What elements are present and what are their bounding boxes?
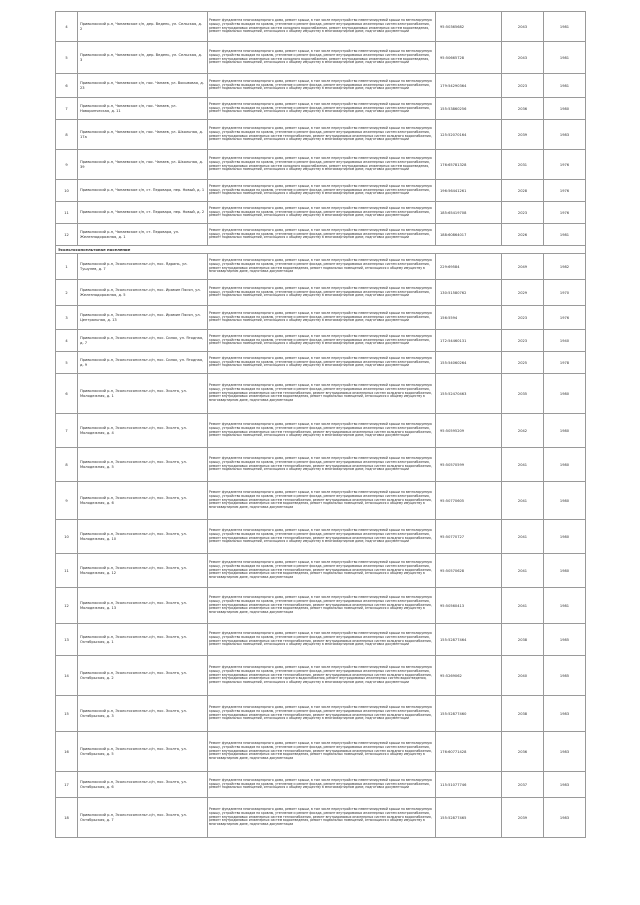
repair-year: 2041: [502, 554, 544, 588]
cadastral-number: 155:52877465: [436, 798, 502, 838]
repair-works: Ремонт фундамента многоквартирного дома, ремонт крыши, в том числе переустройство невентилируемой крыши на вентилируемую крышу, устройство выходов на кровлю, утепление и ремонт фасада, ремонт внутридомовых инженерных систем электроснабжения, ремонт внутридомовых инженерных систем холодного водоснабжения, ремонт внутридомовых инженерных систем водоотведения, ремонт подвальных помещений, относящихся к общему имуществу в многоквартирном доме, подготовка документации: [208, 42, 436, 74]
table-row: [56, 772, 586, 798]
repair-year: 2040: [502, 656, 544, 696]
table-row: [56, 414, 586, 448]
build-year: 1976: [544, 202, 586, 224]
cadastral-number: 95:50570628: [436, 554, 502, 588]
repair-works: Ремонт фундамента многоквартирного дома, ремонт крыши, в том числе переустройство невентилируемой крыши на вентилируемую крышу, устройство выходов на кровлю, утепление и ремонт фасада, ремонт внутридомовых инженерных систем электроснабжения, ремонт подвальных помещений, относящихся к общему имуществу в многоквартирном доме, подготовка документации: [208, 330, 436, 352]
repair-year: 2039: [502, 798, 544, 838]
repair-works: Ремонт фундамента многоквартирного дома, ремонт крыши, в том числе переустройство невентилируемой крыши на вентилируемую крышу, устройство выходов на кровлю, утепление и ремонт фасада, ремонт внутридомовых инженерных систем электроснабжения, ремонт подвальных помещений, относящихся к общему имуществу в многоквартирном доме, подготовка документации: [208, 280, 436, 306]
repair-year: 2041: [502, 520, 544, 554]
build-year: 1980: [544, 520, 586, 554]
house-address: Приволжский р-н, Эсольтосонсельт.с/п, пос. Эсолта, ул. Молодежная, д. 1: [78, 374, 208, 414]
repair-works: Ремонт фундамента многоквартирного дома, ремонт крыши, в том числе переустройство невентилируемой крыши на вентилируемую крышу, устройство выходов на кровлю, утепление и ремонт фасада, ремонт внутридомовых инженерных систем электроснабжения, ремонт подвальных помещений, относящихся к общему имуществу в многоквартирном доме, подготовка документации: [208, 224, 436, 246]
cadastral-number: 185:65419708: [436, 202, 502, 224]
table-row: [56, 74, 586, 98]
row-number: 5: [56, 352, 78, 374]
repair-works: Ремонт фундамента многоквартирного дома, ремонт крыши, в том числе переустройство невентилируемой крыши на вентилируемую крышу, устройство выходов на кровлю, утепление и ремонт фасада, ремонт внутридомовых инженерных систем электроснабжения, ремонт подвальных помещений, относящихся к общему имуществу в многоквартирном доме, подготовка документации: [208, 180, 436, 202]
repair-works: Ремонт фундамента многоквартирного дома, ремонт крыши, в том числе переустройство невентилируемой крыши на вентилируемую крышу, устройство выходов на кровлю, утепление и ремонт фасада, ремонт внутридомовых инженерных систем электроснабжения, ремонт внутридомовых инженерных систем теплоснабжения, ремонт внутридомовых инженерных систем холодного водоснабжения, ремонт внутридомовых инженерных систем водоотведения, ремонт подвальных помещений, относящихся к общему имуществу в многоквартирном доме, подготовка документации: [208, 374, 436, 414]
row-number: 9: [56, 482, 78, 520]
build-year: 1985: [544, 656, 586, 696]
build-year: 1976: [544, 150, 586, 180]
build-year: 1981: [544, 74, 586, 98]
table-row: [56, 352, 586, 374]
build-year: 1981: [544, 12, 586, 42]
table-row: [56, 280, 586, 306]
row-number: 7: [56, 414, 78, 448]
table-row: [56, 180, 586, 202]
repair-works: Ремонт фундамента многоквартирного дома, ремонт крыши, в том числе переустройство невентилируемой крыши на вентилируемую крышу, устройство выходов на кровлю, утепление и ремонт фасада, ремонт внутридомовых инженерных систем электроснабжения, ремонт внутридомовых инженерных систем холодного водоснабжения, ремонт внутридомовых инженерных систем водоотведения, ремонт подвальных помещений, относящихся к общему имуществу в многоквартирном доме, подготовка документации: [208, 150, 436, 180]
build-year: 1983: [544, 732, 586, 772]
house-address: Приволжский р-н, Эсольтосонсельт.с/п, пос. Эсолта, ул. Молодежная, д. 12: [78, 554, 208, 588]
house-address: Приволжский р-н, Эсольтосонсельт.с/п, пос. Ядрань, ул. Тушулев, д. 7: [78, 254, 208, 280]
table-row: [56, 588, 586, 624]
repair-works: Ремонт фундамента многоквартирного дома, ремонт крыши, в том числе переустройство невентилируемой крыши на вентилируемую крышу, устройство выходов на кровлю, утепление и ремонт фасада, ремонт внутридомовых инженерных систем электроснабжения, ремонт подвальных помещений, относящихся к общему имуществу в многоквартирном доме, подготовка документации: [208, 98, 436, 120]
row-number: 12: [56, 224, 78, 246]
table-row: [56, 150, 586, 180]
house-address: Приволжский р-н, Эсольтосонсельт.с/п, пос. Эсолта, ул. Молодежная, д. 4: [78, 414, 208, 448]
build-year: 1980: [544, 554, 586, 588]
repair-works: Ремонт фундамента многоквартирного дома, ремонт крыши, в том числе переустройство невентилируемой крыши на вентилируемую крышу, устройство выходов на кровлю, утепление и ремонт фасада, ремонт внутридомовых инженерных систем электроснабжения, ремонт подвальных помещений, относящихся к общему имуществу в многоквартирном доме, подготовка документации: [208, 352, 436, 374]
table-row: [56, 120, 586, 150]
cadastral-number: 125:52070164: [436, 120, 502, 150]
repair-works: Ремонт фундамента многоквартирного дома, ремонт крыши, в том числе переустройство невентилируемой крыши на вентилируемую крышу, устройство выходов на кровлю, утепление и ремонт фасада, ремонт внутридомовых инженерных систем электроснабжения, ремонт внутридомовых инженерных систем теплоснабжения, ремонт внутридомовых инженерных систем холодного водоснабжения, ремонт внутридомовых инженерных систем горячего водоснабжения, ремонт внутридомовых инженерных систем водоотведения, ремонт подвальных помещений, относящихся к общему имуществу в многоквартирном доме, подготовка документации: [208, 656, 436, 696]
repair-year: 2036: [502, 732, 544, 772]
table-row: [56, 482, 586, 520]
cadastral-number: 115:51077746: [436, 772, 502, 798]
table-row: [56, 12, 586, 42]
table-row: [56, 798, 586, 838]
table-row: [56, 42, 586, 74]
repair-year: 2041: [502, 482, 544, 520]
house-address: Приволжский р-н, Чапаевское с/п, дер. Ведень, ул. Сельская, д. 2: [78, 12, 208, 42]
row-number: 17: [56, 772, 78, 798]
repair-year: 2041: [502, 588, 544, 624]
house-address: Приволжский р-н, Чапаевское с/п, ст. Педовара, пер. Новый, д. 1: [78, 180, 208, 202]
house-address: Приволжский р-н, Эсольтосонсельт.с/п, пос. Эсолта, ул. Молодежная, д. 13: [78, 588, 208, 624]
cadastral-number: 95:5269062: [436, 656, 502, 696]
house-address: Приволжский р-н, Чапаевское с/п, пос. Чапаев, ул. Восьмовая, д. 23: [78, 74, 208, 98]
table-row: [56, 448, 586, 482]
house-address: Приволжский р-н, Чапаевское с/п, пос. Чапаев, ул. Школьная, д. 17а: [78, 120, 208, 150]
cadastral-number: 95:50665728: [436, 42, 502, 74]
table-row: [56, 330, 586, 352]
repair-works: Ремонт фундамента многоквартирного дома, ремонт крыши, в том числе переустройство невентилируемой крыши на вентилируемую крышу, устройство выходов на кровлю, утепление и ремонт фасада, ремонт внутридомовых инженерных систем электроснабжения, ремонт внутридомовых инженерных систем теплоснабжения, ремонт внутридомовых инженерных систем холодного водоснабжения, ремонт внутридомовых инженерных систем водоотведения, ремонт подвальных помещений, относящихся к общему имуществу в многоквартирном доме, подготовка документации: [208, 798, 436, 838]
house-address: Приволжский р-н, Чапаевское с/п, ст. Педовара, пер. Новый, д. 2: [78, 202, 208, 224]
table-row: [56, 306, 586, 330]
build-year: 1980: [544, 482, 586, 520]
section-title: Эсольтосонсельтонае поселение: [56, 246, 586, 254]
table-row: [56, 732, 586, 772]
repair-year: 2035: [502, 374, 544, 414]
repair-works: Ремонт фундамента многоквартирного дома, ремонт крыши, в том числе переустройство невентилируемой крыши на вентилируемую крышу, устройство выходов на кровлю, утепление и ремонт фасада, ремонт внутридомовых инженерных систем электроснабжения, ремонт внутридомовых инженерных систем теплоснабжения, ремонт внутридомовых инженерных систем холодного водоснабжения, ремонт внутридомовых инженерных систем водоотведения, ремонт подвальных помещений, относящихся к общему имуществу в многоквартирном доме, подготовка документации: [208, 482, 436, 520]
cadastral-number: 176:60771428: [436, 732, 502, 772]
build-year: 1982: [544, 254, 586, 280]
table-row: [56, 374, 586, 414]
table-row: [56, 624, 586, 656]
repair-works: Ремонт фундамента многоквартирного дома, ремонт крыши, в том числе переустройство невентилируемой крыши на вентилируемую крышу, устройство выходов на кровлю, утепление и ремонт фасада, ремонт внутридомовых инженерных систем электроснабжения, ремонт внутридомовых инженерных систем теплоснабжения, ремонт внутридомовых инженерных систем холодного водоснабжения, ремонт подвальных помещений, относящихся к общему имуществу в многоквартирном доме, подготовка документации: [208, 624, 436, 656]
row-number: 5: [56, 42, 78, 74]
repair-year: 2036: [502, 98, 544, 120]
build-year: 1983: [544, 772, 586, 798]
repair-works: Ремонт фундамента многоквартирного дома, ремонт крыши, в том числе переустройство невентилируемой крыши на вентилируемую крышу, устройство выходов на кровлю, утепление и ремонт фасада, ремонт внутридомовых инженерных систем электроснабжения, ремонт внутридомовых инженерных систем теплоснабжения, ремонт внутридомовых инженерных систем холодного водоснабжения, ремонт подвальных помещений, относящихся к общему имуществу в многоквартирном доме, подготовка документации: [208, 448, 436, 482]
repair-works: Ремонт фундамента многоквартирного дома, ремонт крыши, в том числе переустройство невентилируемой крыши на вентилируемую крышу, устройство выходов на кровлю, утепление и ремонт фасада, ремонт внутридомовых инженерных систем электроснабжения, ремонт внутридомовых инженерных систем водоотведения, ремонт подвальных помещений, относящихся к общему имуществу в многоквартирном доме, подготовка документации: [208, 254, 436, 280]
cadastral-number: 176:65781328: [436, 150, 502, 180]
table-row: [56, 520, 586, 554]
cadastral-number: 196:56441261: [436, 180, 502, 202]
build-year: 1980: [544, 414, 586, 448]
repair-works: Ремонт фундамента многоквартирного дома, ремонт крыши, в том числе переустройство невентилируемой крыши на вентилируемую крышу, устройство выходов на кровлю, утепление и ремонт фасада, ремонт внутридомовых инженерных систем электроснабжения, ремонт внутридомовых инженерных систем теплоснабжения, ремонт внутридомовых инженерных систем холодного водоснабжения, ремонт подвальных помещений, относящихся к общему имуществу в многоквартирном доме, подготовка документации: [208, 520, 436, 554]
cadastral-number: 130:51580762: [436, 280, 502, 306]
table-row: [56, 696, 586, 732]
section-header-row: [56, 246, 586, 254]
repair-year: 2023: [502, 306, 544, 330]
cadastral-number: 95:50560413: [436, 588, 502, 624]
house-address: Приволжский р-н, Эсольтосонсельт.с/п, пос. Эсолта, ул. Молодежная, д. 5: [78, 448, 208, 482]
cadastral-number: 155:52470463: [436, 374, 502, 414]
cadastral-number: 156:5594: [436, 306, 502, 330]
repair-year: 2038: [502, 624, 544, 656]
row-number: 13: [56, 624, 78, 656]
cadastral-number: 155:52877464: [436, 624, 502, 656]
table-row: [56, 98, 586, 120]
cadastral-number: 229:69584: [436, 254, 502, 280]
cadastral-number: 95:50570599: [436, 448, 502, 482]
repair-year: 2043: [502, 42, 544, 74]
repair-works: Ремонт фундамента многоквартирного дома, ремонт крыши, в том числе переустройство невентилируемой крыши на вентилируемую крышу, устройство выходов на кровлю, утепление и ремонт фасада, ремонт внутридомовых инженерных систем электроснабжения, ремонт внутридомовых инженерных систем теплоснабжения, ремонт внутридомовых инженерных систем холодного водоснабжения, ремонт подвальных помещений, относящихся к общему имуществу в многоквартирном доме, подготовка документации: [208, 120, 436, 150]
house-address: Приволжский р-н, Эсольтосонсельт.с/п, пос. Ирамин Пясян, ул. Центральная, д. 13: [78, 306, 208, 330]
row-number: 1: [56, 254, 78, 280]
repair-year: 2029: [502, 280, 544, 306]
repair-works: Ремонт фундамента многоквартирного дома, ремонт крыши, в том числе переустройство невентилируемой крыши на вентилируемую крышу, устройство выходов на кровлю, утепление и ремонт фасада, ремонт внутридомовых инженерных систем электроснабжения, ремонт подвальных помещений, относящихся к общему имуществу в многоквартирном доме, подготовка документации: [208, 772, 436, 798]
table-row: [56, 656, 586, 696]
row-number: 8: [56, 448, 78, 482]
row-number: 6: [56, 374, 78, 414]
row-number: 10: [56, 520, 78, 554]
row-number: 6: [56, 74, 78, 98]
build-year: 1978: [544, 352, 586, 374]
row-number: 15: [56, 696, 78, 732]
house-address: Приволжский р-н, Эсольтосонсельт.с/п, пос. Эсолта, ул. Октябрьская, д. 2: [78, 656, 208, 696]
repair-year: 2039: [502, 120, 544, 150]
row-number: 16: [56, 732, 78, 772]
cadastral-number: 155:53860256: [436, 98, 502, 120]
row-number: 14: [56, 656, 78, 696]
row-number: 10: [56, 180, 78, 202]
house-address: Приволжский р-н, Чапаевское с/п, дер. Ведень, ул. Сельская, д. 3: [78, 42, 208, 74]
build-year: 1981: [544, 42, 586, 74]
cadastral-number: 155:54060264: [436, 352, 502, 374]
table-row: [56, 224, 586, 246]
build-year: 1976: [544, 180, 586, 202]
build-year: 1983: [544, 798, 586, 838]
house-address: Приволжский р-н, Эсольтосонсельт.с/п, пос. Ирамин Пясян, ул. Железнодорожная, д. 5: [78, 280, 208, 306]
repair-year: 2042: [502, 414, 544, 448]
row-number: 11: [56, 554, 78, 588]
cadastral-number: 95:50365682: [436, 12, 502, 42]
row-number: 2: [56, 280, 78, 306]
build-year: 1981: [544, 588, 586, 624]
repair-works: Ремонт фундамента многоквартирного дома, ремонт крыши, в том числе переустройство невентилируемой крыши на вентилируемую крышу, устройство выходов на кровлю, утепление и ремонт фасада, ремонт внутридомовых инженерных систем электроснабжения, ремонт подвальных помещений, относящихся к общему имуществу в многоквартирном доме, подготовка документации: [208, 202, 436, 224]
capital-repair-table: [55, 11, 586, 838]
build-year: 1983: [544, 120, 586, 150]
row-number: 9: [56, 150, 78, 180]
build-year: 1940: [544, 330, 586, 352]
cadastral-number: 179:54290364: [436, 74, 502, 98]
repair-year: 2025: [502, 352, 544, 374]
repair-year: 2038: [502, 696, 544, 732]
repair-year: 2049: [502, 254, 544, 280]
repair-works: Ремонт фундамента многоквартирного дома, ремонт крыши, в том числе переустройство невентилируемой крыши на вентилируемую крышу, устройство выходов на кровлю, утепление и ремонт фасада, ремонт внутридомовых инженерных систем электроснабжения, ремонт подвальных помещений, относящихся к общему имуществу в многоквартирном доме, подготовка документации: [208, 306, 436, 330]
repair-works: Ремонт фундамента многоквартирного дома, ремонт крыши, в том числе переустройство невентилируемой крыши на вентилируемую крышу, устройство выходов на кровлю, утепление и ремонт фасада, ремонт внутридомовых инженерных систем электроснабжения, ремонт внутридомовых инженерных систем теплоснабжения, ремонт внутридомовых инженерных систем холодного водоснабжения, ремонт внутридомовых инженерных систем водоотведения, ремонт подвальных помещений, относящихся к общему имуществу в многоквартирном доме, подготовка документации: [208, 588, 436, 624]
repair-year: 2023: [502, 74, 544, 98]
row-number: 8: [56, 120, 78, 150]
build-year: 1981: [544, 224, 586, 246]
build-year: 1980: [544, 448, 586, 482]
house-address: Приволжский р-н, Чапаевское с/п, пос. Чапаев, ул. Школьная, д. 39: [78, 150, 208, 180]
table-row: [56, 202, 586, 224]
cadastral-number: 95:50595209: [436, 414, 502, 448]
repair-works: Ремонт фундамента многоквартирного дома, ремонт крыши, в том числе переустройство невентилируемой крыши на вентилируемую крышу, устройство выходов на кровлю, утепление и ремонт фасада, ремонт внутридомовых инженерных систем электроснабжения, ремонт внутридомовых инженерных систем холодного водоснабжения, ремонт внутридомовых инженерных систем водоотведения, ремонт подвальных помещений, относящихся к общему имуществу в многоквартирном доме, подготовка документации: [208, 12, 436, 42]
row-number: 18: [56, 798, 78, 838]
repair-works: Ремонт фундамента многоквартирного дома, ремонт крыши, в том числе переустройство невентилируемой крыши на вентилируемую крышу, устройство выходов на кровлю, утепление и ремонт фасада, ремонт внутридомовых инженерных систем электроснабжения, ремонт внутридомовых инженерных систем теплоснабжения, ремонт внутридомовых инженерных систем холодного водоснабжения, ремонт подвальных помещений, относящихся к общему имуществу в многоквартирном доме, подготовка документации: [208, 696, 436, 732]
house-address: Приволжский р-н, Эсольтосонсельт.с/п, пос. Силок, ул. Ягодная, д. 7: [78, 330, 208, 352]
house-address: Приволжский р-н, Эсольтосонсельт.с/п, пос. Эсолта, ул. Молодежная, д. 6: [78, 482, 208, 520]
house-address: Приволжский р-н, Эсольтосонсельт.с/п, пос. Эсолта, ул. Октябрьская, д. 7: [78, 798, 208, 838]
repair-works: Ремонт фундамента многоквартирного дома, ремонт крыши, в том числе переустройство невентилируемой крыши на вентилируемую крышу, устройство выходов на кровлю, утепление и ремонт фасада, ремонт внутридомовых инженерных систем электроснабжения, ремонт внутридомовых инженерных систем теплоснабжения, ремонт внутридомовых инженерных систем холодного водоснабжения, ремонт подвальных помещений, относящихся к общему имуществу в многоквартирном доме, подготовка документации: [208, 414, 436, 448]
build-year: 1985: [544, 624, 586, 656]
document-page: [55, 11, 585, 838]
cadastral-number: 155:52877460: [436, 696, 502, 732]
house-address: Приволжский р-н, Эсольтосонсельт.с/п, пос. Эсолта, ул. Молодежная, д. 10: [78, 520, 208, 554]
build-year: 1976: [544, 306, 586, 330]
house-address: Приволжский р-н, Чапаевское с/п, ст. Педовара, ул. Железнодорожная, д. 1: [78, 224, 208, 246]
row-number: 12: [56, 588, 78, 624]
repair-year: 2041: [502, 448, 544, 482]
cadastral-number: 95:50770605: [436, 482, 502, 520]
row-number: 4: [56, 330, 78, 352]
repair-year: 2037: [502, 772, 544, 798]
build-year: 1970: [544, 280, 586, 306]
repair-year: 2023: [502, 202, 544, 224]
house-address: Приволжский р-н, Эсольтосонсельт.с/п, пос. Эсолта, ул. Октябрьская, д. 3: [78, 696, 208, 732]
repair-works: Ремонт фундамента многоквартирного дома, ремонт крыши, в том числе переустройство невентилируемой крыши на вентилируемую крышу, устройство выходов на кровлю, утепление и ремонт фасада, ремонт внутридомовых инженерных систем электроснабжения, ремонт внутридомовых инженерных систем теплоснабжения, ремонт внутридомовых инженерных систем холодного водоснабжения, ремонт внутридомовых инженерных систем водоотведения, ремонт подвальных помещений, относящихся к общему имуществу в многоквартирном доме, подготовка документации: [208, 554, 436, 588]
house-address: Приволжский р-н, Чапаевское с/п, пос. Чапаев, ул. Новоринческая, д. 11: [78, 98, 208, 120]
row-number: 3: [56, 306, 78, 330]
repair-year: 2043: [502, 12, 544, 42]
house-address: Приволжский р-н, Эсольтосонсельт.с/п, пос. Эсолта, ул. Октябрьская, д. 1: [78, 624, 208, 656]
row-number: 4: [56, 12, 78, 42]
row-number: 7: [56, 98, 78, 120]
row-number: 11: [56, 202, 78, 224]
cadastral-number: 95:50770727: [436, 520, 502, 554]
house-address: Приволжский р-н, Эсольтосонсельт.с/п, пос. Силок, ул. Ягодная, д. 9: [78, 352, 208, 374]
table-row: [56, 554, 586, 588]
repair-year: 2026: [502, 224, 544, 246]
repair-works: Ремонт фундамента многоквартирного дома, ремонт крыши, в том числе переустройство невентилируемой крыши на вентилируемую крышу, устройство выходов на кровлю, утепление и ремонт фасада, ремонт внутридомовых инженерных систем электроснабжения, ремонт внутридомовых инженерных систем теплоснабжения, ремонт внутридомовых инженерных систем холодного водоснабжения, ремонт внутридомовых инженерных систем водоотведения, ремонт подвальных помещений, относящихся к общему имуществу в многоквартирном доме, подготовка документации: [208, 732, 436, 772]
build-year: 1980: [544, 374, 586, 414]
cadastral-number: 188:60864017: [436, 224, 502, 246]
repair-year: 2023: [502, 330, 544, 352]
table-row: [56, 254, 586, 280]
repair-works: Ремонт фундамента многоквартирного дома, ремонт крыши, в том числе переустройство невентилируемой крыши на вентилируемую крышу, устройство выходов на кровлю, утепление и ремонт фасада, ремонт внутридомовых инженерных систем электроснабжения, ремонт подвальных помещений, относящихся к общему имуществу в многоквартирном доме, подготовка документации: [208, 74, 436, 98]
repair-year: 2031: [502, 150, 544, 180]
cadastral-number: 172:54460131: [436, 330, 502, 352]
build-year: 1983: [544, 696, 586, 732]
repair-year: 2028: [502, 180, 544, 202]
house-address: Приволжский р-н, Эсольтосонсельт.с/п, пос. Эсолта, ул. Октябрьская, д. 6: [78, 772, 208, 798]
build-year: 1980: [544, 98, 586, 120]
house-address: Приволжский р-н, Эсольтосонсельт.с/п, пос. Эсолта, ул. Октябрьская, д. 5: [78, 732, 208, 772]
